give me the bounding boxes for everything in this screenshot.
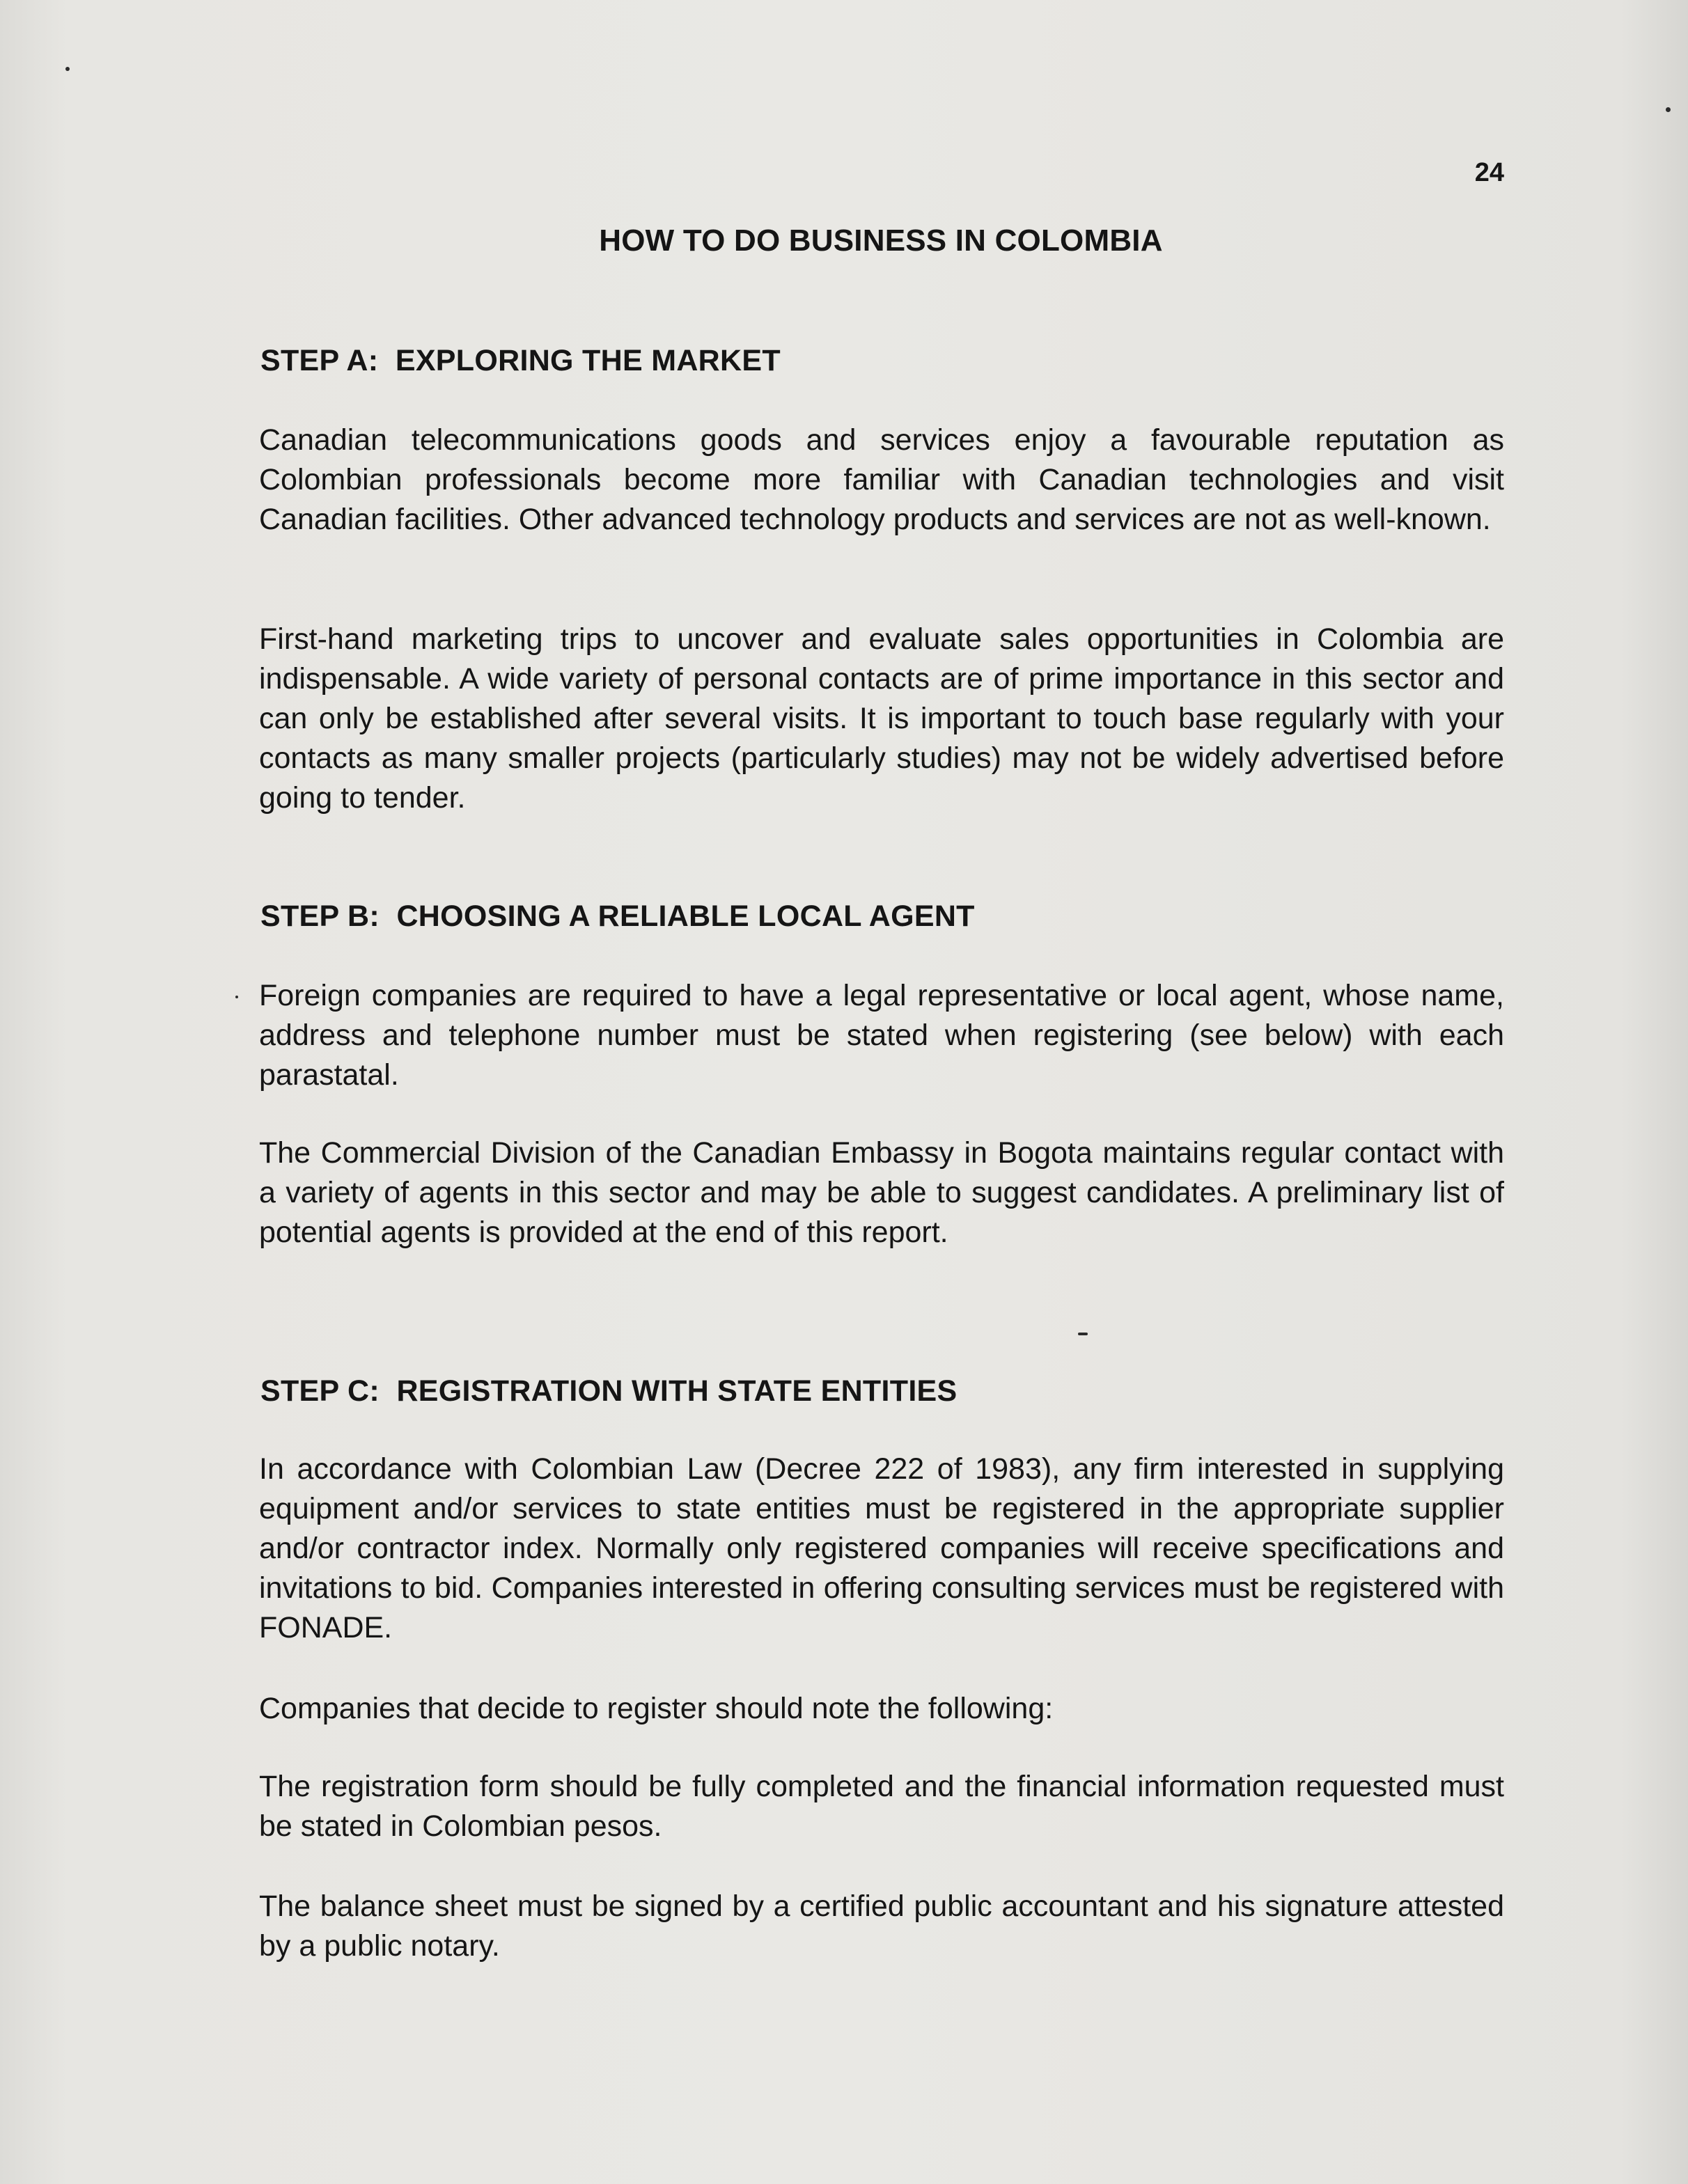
step-b-paragraph-1: Foreign companies are required to have a legal representative or local agent, whose name, address and telephone number must be stated when registering (see below) with each parastatal. <box>259 979 1504 1092</box>
scan-speck <box>1666 107 1671 112</box>
step-c-heading: STEP C: REGISTRATION WITH STATE ENTITIES <box>260 1374 958 1408</box>
scan-speck <box>235 996 238 998</box>
step-c-paragraph-2: Companies that decide to register should note the following: <box>259 1692 1054 1725</box>
step-b-heading: STEP B: CHOOSING A RELIABLE LOCAL AGENT <box>260 899 975 933</box>
step-b-paragraph-2: The Commercial Division of the Canadian Embassy in Bogota maintains regular contact with a variety of agents in this sector and may be able to suggest candidates. A preliminary list of potential agents is provided at the end of this report. <box>259 1136 1504 1249</box>
step-c-paragraph-4: The balance sheet must be signed by a certified public accountant and his signature attested by a public notary. <box>259 1890 1504 1963</box>
step-c-paragraph-3: The registration form should be fully completed and the financial information requested must be stated in Colombian pesos. <box>259 1770 1504 1843</box>
scan-speck <box>65 67 70 71</box>
step-a-paragraph-2: First-hand marketing trips to uncover and evaluate sales opportunities in Colombia are indispensable. A wide variety of personal contacts are of prime importance in this sector and can only be established after several visits. It is important to touch base regularly with your contacts as many smaller projects (particularly studies) may not be widely advertised before going to tender. <box>259 622 1504 815</box>
step-a-paragraph-1: Canadian telecommunications goods and services enjoy a favourable reputation as Colombian professionals become more familiar with Canadian technologies and visit Canadian facilities. Other advanced technology products and services are not as well-known. <box>259 423 1504 536</box>
page-number: 24 <box>1474 158 1504 187</box>
step-a-heading: STEP A: EXPLORING THE MARKET <box>260 344 781 377</box>
step-c-paragraph-1: In accordance with Colombian Law (Decree 222 of 1983), any firm interested in supplying equipment and/or services to state entities must be registered in the appropriate supplier and/or contractor index. Normally only registered companies will receive specifications and invitations to bid. Companies interested in offering consulting services must be registered with FONADE. <box>259 1452 1504 1644</box>
document-title: HOW TO DO BUSINESS IN COLOMBIA <box>599 223 1163 258</box>
scan-speck <box>1078 1333 1088 1335</box>
